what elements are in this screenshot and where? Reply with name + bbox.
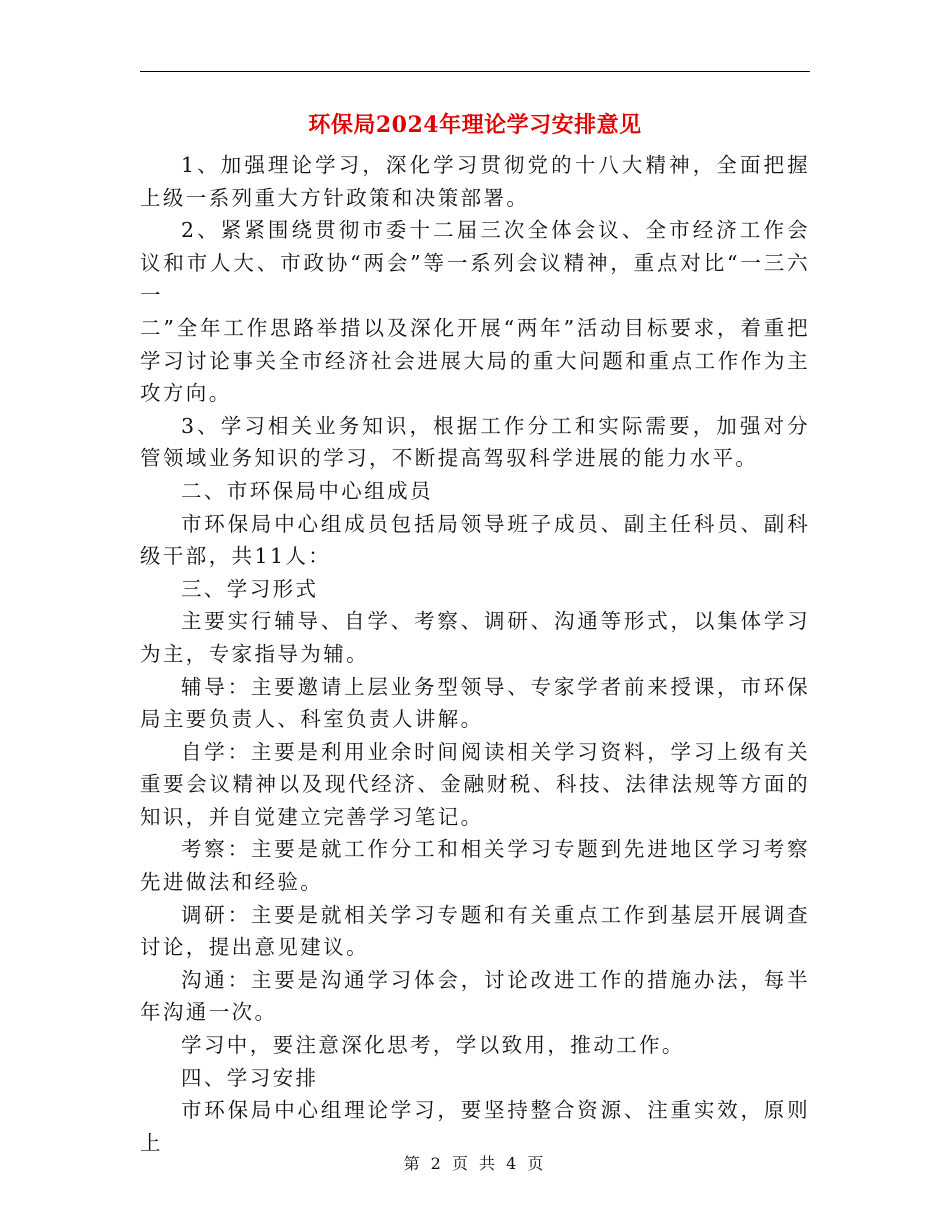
page-number: 第 2 页 共 4 页: [403, 1154, 547, 1173]
document-body: [140, 149, 810, 1159]
section-heading-members: 二、市环保局中心组成员: [181, 478, 433, 503]
paragraph-apply: 学习中，要注意深化思考，学以致用，推动工作。: [181, 1033, 685, 1058]
paragraph-communication: 沟通：主要是沟通学习体会，讨论改进工作的措施办法，每半年沟通一次。: [140, 967, 810, 1025]
paragraph-arrangement: 市环保局中心组理论学习，要坚持整合资源、注重实效，原则上: [140, 1098, 810, 1155]
paragraph-2: 2、紧紧围绕贯彻市委十二届三次全体会议、全市经济工作会议和市人大、市政协“两会”等一系列会议精神，重点对比“一三六一 二”全年工作思路举措以及深化开展“两年”活动目标要求，着重把学习讨论事关全市经济社会进展大局的重大问题和重点工作作为主攻方向。: [140, 218, 810, 406]
section-heading-forms: 三、学习形式: [181, 576, 319, 601]
paragraph-research: 调研：主要是就相关学习专题和有关重点工作到基层开展调查讨论，提出意见建议。: [140, 902, 810, 960]
paragraph-forms: 主要实行辅导、自学、考察、调研、沟通等形式，以集体学习为主，专家指导为辅。: [140, 609, 810, 666]
header-rule: [140, 71, 810, 72]
section-heading-arrangement: 四、学习安排: [181, 1065, 319, 1090]
paragraph-members: 市环保局中心组成员包括局领导班子成员、副主任科员、副科级干部，共11人：: [140, 511, 810, 569]
document-title: 环保局2024年理论学习安排意见: [308, 112, 642, 138]
paragraph-1: 1、加强理论学习，深化学习贯彻党的十八大精神，全面把握上级一系列重大方针政策和决策部署。: [140, 153, 810, 210]
paragraph-self-study: 自学：主要是利用业余时间阅读相关学习资料，学习上级有关重要会议精神以及现代经济、金融财税、科技、法律法规等方面的知识，并自觉建立完善学习笔记。: [140, 739, 810, 829]
paragraph-tutoring: 辅导：主要邀请上层业务型领导、专家学者前来授课，市环保局主要负责人、科室负责人讲解。: [140, 674, 810, 732]
paragraph-inspection: 考察：主要是就工作分工和相关学习专题到先进地区学习考察先进做法和经验。: [140, 837, 810, 895]
paragraph-3: 3、学习相关业务知识，根据工作分工和实际需要，加强对分管领域业务知识的学习，不断提高驾驭科学进展的能力水平。: [140, 413, 810, 471]
